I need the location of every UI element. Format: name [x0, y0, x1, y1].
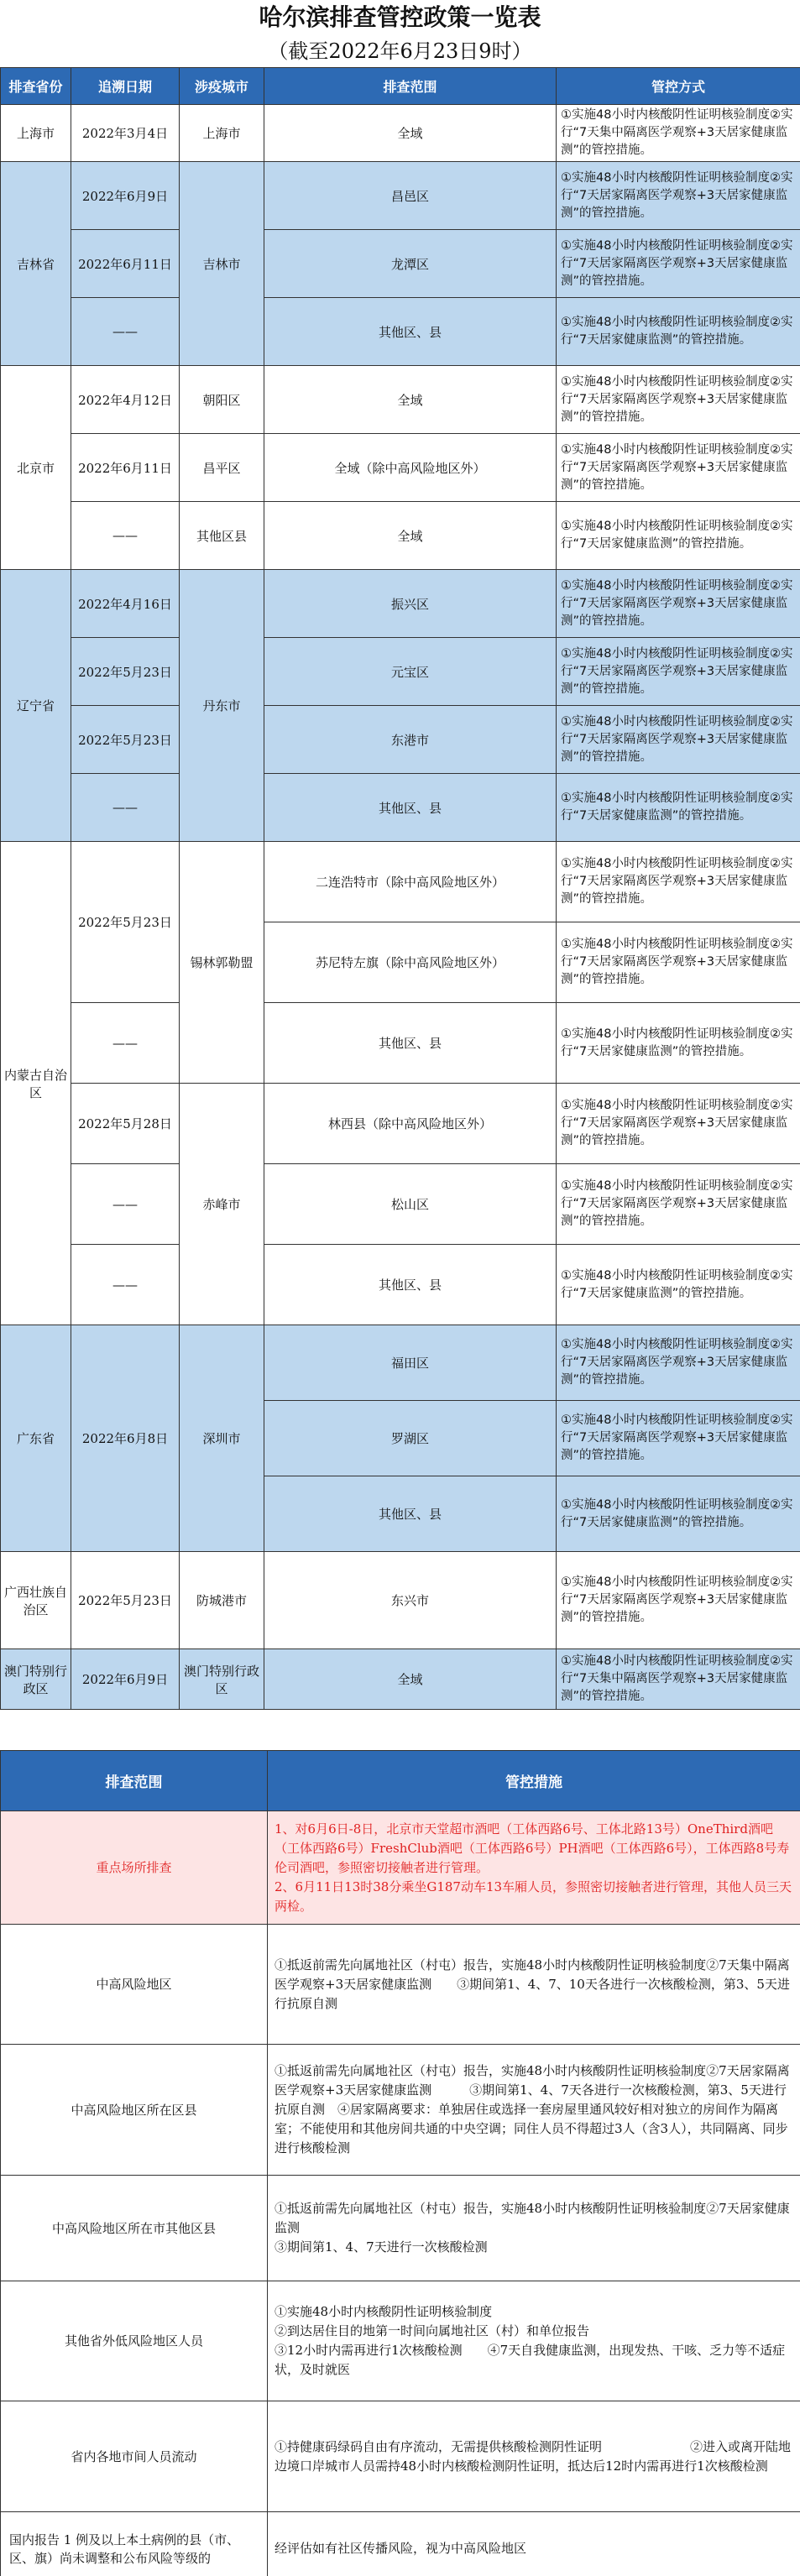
measure-line: ①抵返前需先向属地社区（村屯）报告，实施48小时内核酸阴性证明核验制度②7天居家健康监测: [275, 2201, 790, 2235]
scope-cell: 全域: [264, 366, 557, 434]
date-cell: 2022年5月23日: [71, 842, 180, 1003]
scope-cell: 林西县（除中高风险地区外）: [264, 1084, 557, 1164]
date-cell: 2022年5月23日: [71, 706, 180, 774]
scope-cell: 昌邑区: [264, 162, 557, 230]
date-cell: 2022年5月23日: [71, 1552, 180, 1649]
measure-cell: ①实施48小时内核酸阴性证明核验制度②实行“7天居家隔离医学观察+3天居家健康监测”的管控措施。: [557, 1325, 800, 1401]
date-cell: 2022年3月4日: [71, 105, 180, 162]
page-subtitle: （截至2022年6月23日9时）: [268, 39, 532, 63]
date-cell: ——: [71, 298, 180, 366]
scope-cell: 元宝区: [264, 638, 557, 706]
scope-cell: 全域: [264, 502, 557, 570]
measure-cell: ①实施48小时内核酸阴性证明核验制度②实行“7天居家隔离医学观察+3天居家健康监测”的管控措施。: [557, 1552, 800, 1649]
table-row: [1, 298, 800, 366]
table-row: [1, 842, 800, 922]
scope-cell: 其他区、县: [264, 1476, 557, 1552]
table-row: [1, 2401, 800, 2512]
date-cell: 2022年6月11日: [71, 230, 180, 298]
date-cell: ——: [71, 502, 180, 570]
scope-cell: 龙潭区: [264, 230, 557, 298]
date-cell: ——: [71, 774, 180, 842]
province-cell: 广西壮族自治区: [1, 1552, 71, 1649]
scope-cell: 中高风险地区所在区县: [1, 2045, 268, 2176]
table-row: [1, 162, 800, 230]
province-cell: 辽宁省: [1, 570, 71, 842]
date-cell: 2022年6月9日: [71, 162, 180, 230]
measure-cell: [268, 1925, 800, 2045]
province-cell: 上海市: [1, 105, 71, 162]
measure-line: ①持健康码绿码自由有序流动，无需提供核酸检测阴性证明 ②进入或离开陆地边境口岸城市人员需持48小时内核酸检测阴性证明，抵达后12时内需再进行1次核酸检测: [275, 2438, 792, 2474]
date-cell: 2022年5月28日: [71, 1084, 180, 1164]
date-cell: 2022年6月11日: [71, 434, 180, 502]
table-row: [1, 366, 800, 434]
province-cell: 澳门特别行政区: [1, 1649, 71, 1710]
measure-line: ①抵返前需先向属地社区（村屯）报告，实施48小时内核酸阴性证明核验制度②7天集中隔离医学观察+3天居家健康监测 ③期间第1、4、7、10天各进行一次核酸检测，第3、5天进行抗原自测: [275, 1957, 790, 2011]
measure-cell: [268, 1811, 800, 1925]
city-cell: 丹东市: [180, 570, 264, 842]
scope-cell: 松山区: [264, 1164, 557, 1245]
measure-cell: ①实施48小时内核酸阴性证明核验制度②实行“7天居家隔离医学观察+3天居家健康监测”的管控措施。: [557, 366, 800, 434]
scope-cell: 全域: [264, 105, 557, 162]
header-province: 排查省份: [1, 68, 71, 105]
scope-cell: 全域: [264, 1649, 557, 1710]
table-row: [1, 2045, 800, 2176]
measure-line: ①实施48小时内核酸阴性证明核验制度: [275, 2304, 493, 2319]
measure-line: ③期间第1、4、7天进行一次核酸检测: [275, 2239, 488, 2255]
date-cell: 2022年6月8日: [71, 1325, 180, 1552]
scope-cell: 国内报告 1 例及以上本土病例的县（市、区、旗）尚未调整和公布风险等级的: [1, 2512, 268, 2576]
table-row: [1, 1003, 800, 1084]
scope-cell: 罗湖区: [264, 1401, 557, 1476]
table-row: [1, 2176, 800, 2281]
measure-cell: [268, 2281, 800, 2401]
date-cell: 2022年4月16日: [71, 570, 180, 638]
measure-cell: ①实施48小时内核酸阴性证明核验制度②实行“7天居家健康监测”的管控措施。: [557, 1003, 800, 1084]
scope-cell: 东港市: [264, 706, 557, 774]
table-row: [1, 1811, 800, 1925]
table-row: [1, 1164, 800, 1245]
province-cell: 内蒙古自治区: [1, 842, 71, 1325]
scope-cell: 其他区、县: [264, 1003, 557, 1084]
table2-header-row: [1, 1751, 800, 1811]
scope-cell: 振兴区: [264, 570, 557, 638]
table-row: [1, 638, 800, 706]
city-cell: 朝阳区: [180, 366, 264, 434]
table-row: [1, 105, 800, 162]
city-cell: 锡林郭勒盟: [180, 842, 264, 1084]
scope-cell: 福田区: [264, 1325, 557, 1401]
header-scope: 排查范围: [264, 68, 557, 105]
measure-cell: ①实施48小时内核酸阴性证明核验制度②实行“7天居家健康监测”的管控措施。: [557, 774, 800, 842]
measure-cell: [268, 2512, 800, 2576]
city-cell: 深圳市: [180, 1325, 264, 1552]
scope-cell: 中高风险地区: [1, 1925, 268, 2045]
scope-cell: 其他区、县: [264, 774, 557, 842]
province-cell: 北京市: [1, 366, 71, 570]
scope-cell: 全域（除中高风险地区外）: [264, 434, 557, 502]
city-cell: 其他区县: [180, 502, 264, 570]
table-row: [1, 230, 800, 298]
measure-cell: [268, 2045, 800, 2176]
table-row: [1, 502, 800, 570]
table-row: [1, 774, 800, 842]
measure-cell: ①实施48小时内核酸阴性证明核验制度②实行“7天居家健康监测”的管控措施。: [557, 502, 800, 570]
table-row: [1, 1552, 800, 1649]
table1-header-row: [1, 68, 800, 105]
measure-line: ②到达居住目的地第一时间向属地社区（村）和单位报告: [275, 2323, 590, 2338]
measure-cell: [268, 2401, 800, 2512]
date-cell: ——: [71, 1164, 180, 1245]
measure-cell: ①实施48小时内核酸阴性证明核验制度②实行“7天居家隔离医学观察+3天居家健康监测”的管控措施。: [557, 570, 800, 638]
table-row: [1, 2512, 800, 2576]
header-date: 追溯日期: [71, 68, 180, 105]
province-cell: 吉林省: [1, 162, 71, 366]
date-cell: 2022年6月9日: [71, 1649, 180, 1710]
city-control-table: [0, 67, 800, 1710]
scope-cell: 苏尼特左旗（除中高风险地区外）: [264, 922, 557, 1003]
measure-line: 经评估如有社区传播风险，视为中高风险地区: [275, 2541, 527, 2556]
date-cell: ——: [71, 1245, 180, 1325]
scope-cell: 其他区、县: [264, 1245, 557, 1325]
measure-line: ③12小时内需再进行1次核酸检测 ④7天自我健康监测，出现发热、干咳、乏力等不适症状，及时就医: [275, 2343, 786, 2377]
scope-cell: 其他区、县: [264, 298, 557, 366]
scope-cell: 中高风险地区所在市其他区县: [1, 2176, 268, 2281]
city-cell: 上海市: [180, 105, 264, 162]
measure-cell: ①实施48小时内核酸阴性证明核验制度②实行“7天居家隔离医学观察+3天居家健康监测”的管控措施。: [557, 230, 800, 298]
date-cell: 2022年5月23日: [71, 638, 180, 706]
measure-cell: ①实施48小时内核酸阴性证明核验制度②实行“7天居家隔离医学观察+3天居家健康监测”的管控措施。: [557, 1401, 800, 1476]
header-measures: 管控措施: [268, 1751, 800, 1811]
date-cell: ——: [71, 1003, 180, 1084]
scope-cell: 省内各地市间人员流动: [1, 2401, 268, 2512]
measure-cell: ①实施48小时内核酸阴性证明核验制度②实行“7天居家隔离医学观察+3天居家健康监测”的管控措施。: [557, 434, 800, 502]
measure-cell: ①实施48小时内核酸阴性证明核验制度②实行“7天集中隔离医学观察+3天居家健康监测”的管控措施。: [557, 1649, 800, 1710]
header-measure: 管控方式: [557, 68, 800, 105]
measure-cell: ①实施48小时内核酸阴性证明核验制度②实行“7天居家隔离医学观察+3天居家健康监测”的管控措施。: [557, 1084, 800, 1164]
measure-cell: ①实施48小时内核酸阴性证明核验制度②实行“7天居家隔离医学观察+3天居家健康监测”的管控措施。: [557, 706, 800, 774]
table-row: [1, 1325, 800, 1401]
scope-cell: 其他省外低风险地区人员: [1, 2281, 268, 2401]
measure-cell: [268, 2176, 800, 2281]
measure-cell: ①实施48小时内核酸阴性证明核验制度②实行“7天居家隔离医学观察+3天居家健康监测”的管控措施。: [557, 842, 800, 922]
page-title: 哈尔滨排查管控政策一览表: [259, 3, 541, 31]
scope-cell: 重点场所排查: [1, 1811, 268, 1925]
measure-cell: ①实施48小时内核酸阴性证明核验制度②实行“7天居家隔离医学观察+3天居家健康监测”的管控措施。: [557, 162, 800, 230]
city-cell: 澳门特别行政区: [180, 1649, 264, 1710]
city-cell: 吉林市: [180, 162, 264, 366]
measure-line: ①抵返前需先向属地社区（村屯）报告，实施48小时内核酸阴性证明核验制度②7天居家隔离医学观察+3天居家健康监测 ③期间第1、4、7天各进行一次核酸检测，第3、5天进行抗原自测 ④居家隔离要求：单独居住或选择一套房屋里通风较好相对独立的房间作为隔离室；不能使用和其他房间共通的中央空调；同住人员不得超过3人（含3人），共同隔离、同步进行核酸检测: [275, 2063, 790, 2155]
table-row: [1, 1084, 800, 1164]
date-cell: 2022年4月12日: [71, 366, 180, 434]
province-cell: 广东省: [1, 1325, 71, 1552]
table-row: [1, 706, 800, 774]
measure-cell: ①实施48小时内核酸阴性证明核验制度②实行“7天居家隔离医学观察+3天居家健康监测”的管控措施。: [557, 1164, 800, 1245]
table-row: [1, 1649, 800, 1710]
measure-cell: ①实施48小时内核酸阴性证明核验制度②实行“7天居家隔离医学观察+3天居家健康监测”的管控措施。: [557, 638, 800, 706]
header-city: 涉疫城市: [180, 68, 264, 105]
table-row: [1, 434, 800, 502]
city-cell: 昌平区: [180, 434, 264, 502]
city-cell: 防城港市: [180, 1552, 264, 1649]
measure-cell: ①实施48小时内核酸阴性证明核验制度②实行“7天居家隔离医学观察+3天居家健康监测”的管控措施。: [557, 922, 800, 1003]
measure-line: 2、6月11日13时38分乘坐G187动车13车厢人员，参照密切接触者进行管理，其他人员三天两检。: [275, 1878, 792, 1914]
city-cell: 赤峰市: [180, 1084, 264, 1325]
scope-cell: 二连浩特市（除中高风险地区外）: [264, 842, 557, 922]
measure-cell: ①实施48小时内核酸阴性证明核验制度②实行“7天居家健康监测”的管控措施。: [557, 1476, 800, 1552]
scope-cell: 东兴市: [264, 1552, 557, 1649]
measure-cell: ①实施48小时内核酸阴性证明核验制度②实行“7天集中隔离医学观察+3天居家健康监测”的管控措施。: [557, 105, 800, 162]
table-row: [1, 2281, 800, 2401]
scope-measure-table: [0, 1750, 800, 2576]
measure-cell: ①实施48小时内核酸阴性证明核验制度②实行“7天居家健康监测”的管控措施。: [557, 298, 800, 366]
table-row: [1, 570, 800, 638]
table-row: [1, 1245, 800, 1325]
header-scope: 排查范围: [1, 1751, 268, 1811]
measure-line: 1、对6月6日-8日，北京市天堂超市酒吧（工体西路6号、工体北路13号）OneThird酒吧（工体西路6号）FreshClub酒吧（工体西路6号）PH酒吧（工体西路6号），工体西路8号寿伦司酒吧，参照密切接触者进行管理。: [275, 1821, 790, 1875]
measure-cell: ①实施48小时内核酸阴性证明核验制度②实行“7天居家健康监测”的管控措施。: [557, 1245, 800, 1325]
table-row: [1, 1925, 800, 2045]
